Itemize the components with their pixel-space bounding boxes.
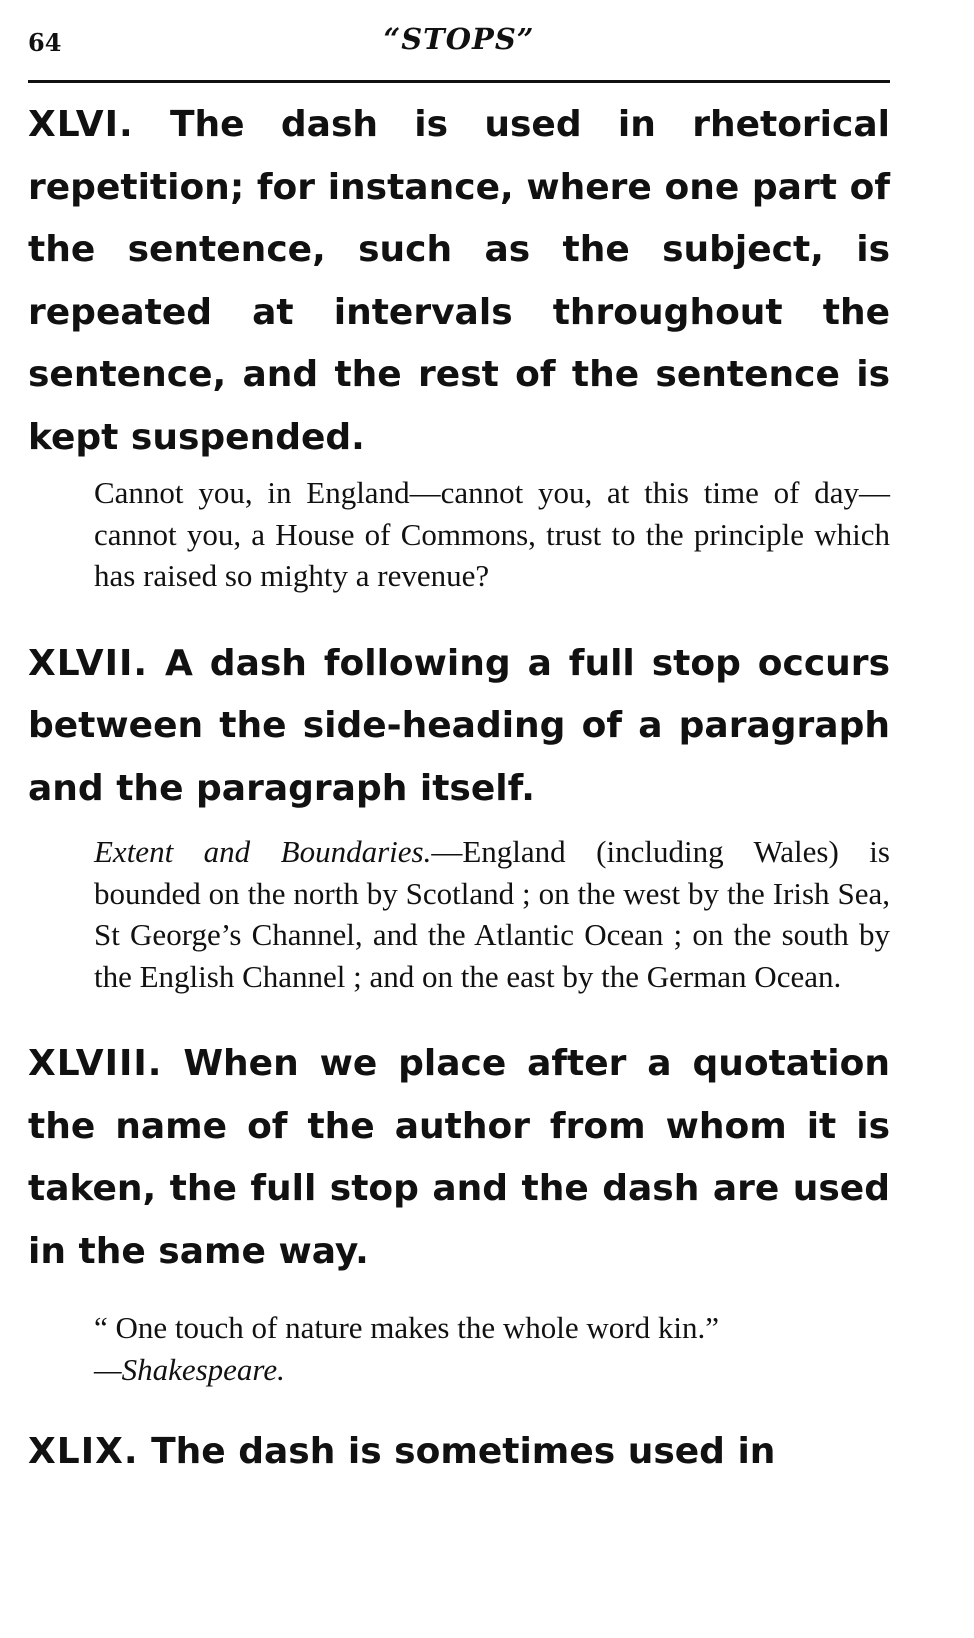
rule-text: When we place after a quotation the name of the author from whom it is taken, the full stop and the dash are used in the same way. [28,1043,890,1272]
rule-48 [28,1033,890,1283]
rule-number: XLVI. [28,104,134,145]
quotation: “ One touch of nature makes the whole word kin.” [94,1310,719,1345]
side-heading: Extent and Boundaries. [94,834,432,869]
book-page [28,0,890,1484]
rule-47 [28,633,890,821]
rule-46 [28,94,890,469]
rule-text: The dash is used in rhetorical repetition; for instance, where one part of the sentence, such as the subject, is repeated at intervals throughout the sentence, and the rest of the sentence is kept suspended. [28,104,890,458]
rule-49 [28,1421,890,1484]
rule-number: XLIX. [28,1431,139,1472]
running-head: “STOPS” [383,22,535,56]
attribution: —Shakespeare. [94,1351,285,1387]
rule-text: A dash following a full stop occurs between the side-heading of a paragraph and the paragraph itself. [28,642,890,809]
example-46 [94,472,890,597]
example-48 [94,1307,890,1390]
example-text: Cannot you, in England—cannot you, at this time of day—cannot you, a House of Commons, trust to the principle which has raised so mighty a revenue? [94,475,890,593]
rule-number: XLVII. [28,642,149,684]
example-47 [94,831,890,997]
page-header [28,0,890,83]
rule-text: The dash is sometimes used in [151,1431,776,1472]
rule-number: XLVIII. [28,1043,163,1084]
page-number: 64 [28,28,62,57]
example-text: —England (including Wales) is bounded on the north by Scotland ; on the west by the Irish Sea, St George’s Channel, and the Atlantic Ocean ; on the south by the English Channel ; and on the east by the German Ocean. [94,834,890,994]
